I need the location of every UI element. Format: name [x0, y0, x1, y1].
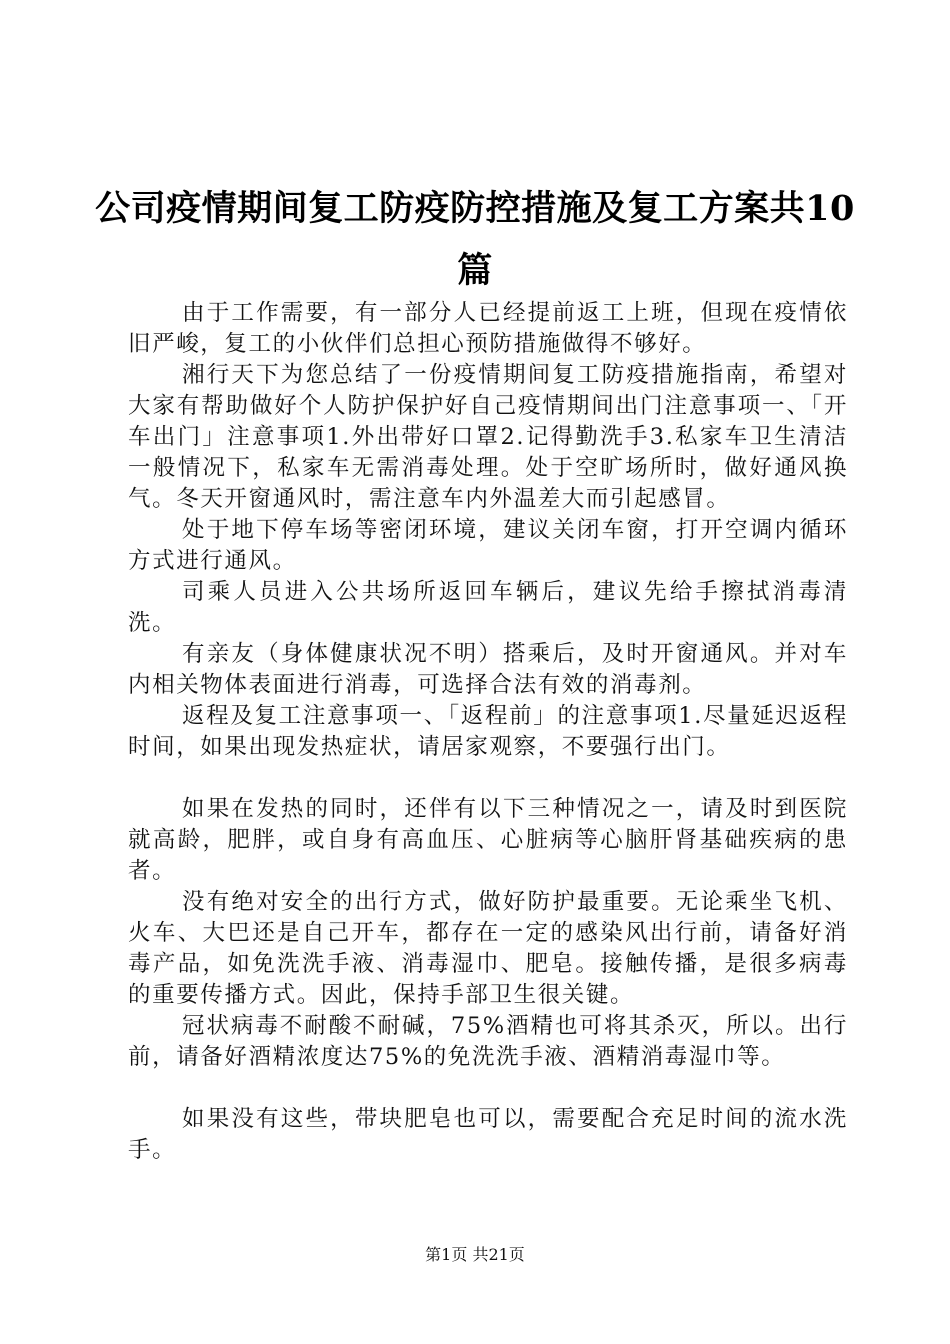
paragraph-spacer	[128, 763, 848, 794]
paragraph: 如果没有这些，带块肥皂也可以，需要配合充足时间的流水洗手。	[128, 1106, 848, 1163]
paragraph: 没有绝对安全的出行方式，做好防护最重要。无论乘坐飞机、火车、大巴还是自己开车，都存在一定的感染风出行前，请备好消毒产品，如免洗洗手液、消毒湿巾、肥皂。接触传播，是很多病毒的重要传播方式。因此，保持手部卫生很关键。	[128, 889, 848, 1008]
paragraph: 返程及复工注意事项一、「返程前」的注意事项1.尽量延迟返程时间，如果出现发热症状，请居家观察，不要强行出门。	[128, 703, 848, 760]
paragraph: 如果在发热的同时，还伴有以下三种情况之一，请及时到医院就高龄，肥胖，或自身有高血压、心脏病等心脑肝肾基础疾病的患者。	[128, 796, 848, 884]
paragraph: 湘行天下为您总结了一份疫情期间复工防疫措施指南，希望对大家有帮助做好个人防护保护好自己疫情期间出门注意事项一、「开车出门」注意事项1.外出带好口罩2.记得勤洗手3.私家车卫生清洁一般情况下，私家车无需消毒处理。处于空旷场所时，做好通风换气。冬天开窗通风时，需注意车内外温差大而引起感冒。	[128, 362, 848, 512]
paragraph: 由于工作需要，有一部分人已经提前返工上班，但现在疫情依旧严峻，复工的小伙伴们总担心预防措施做得不够好。	[128, 300, 848, 357]
document-title: 公司疫情期间复工防疫防控措施及复工方案共10篇	[95, 188, 855, 291]
paragraph: 司乘人员进入公共场所返回车辆后，建议先给手擦拭消毒清洗。	[128, 579, 848, 636]
page-footer: 第1页 共21页	[425, 1245, 525, 1264]
paragraph: 有亲友（身体健康状况不明）搭乘后，及时开窗通风。并对车内相关物体表面进行消毒，可选择合法有效的消毒剂。	[128, 641, 848, 698]
paragraph: 处于地下停车场等密闭环境，建议关闭车窗，打开空调内循环方式进行通风。	[128, 517, 848, 574]
document-body	[128, 298, 848, 1166]
paragraph-spacer	[128, 1073, 848, 1104]
paragraph: 冠状病毒不耐酸不耐碱，75%酒精也可将其杀灭，所以。出行前，请备好酒精浓度达75%的免洗洗手液、酒精消毒湿巾等。	[128, 1013, 848, 1070]
